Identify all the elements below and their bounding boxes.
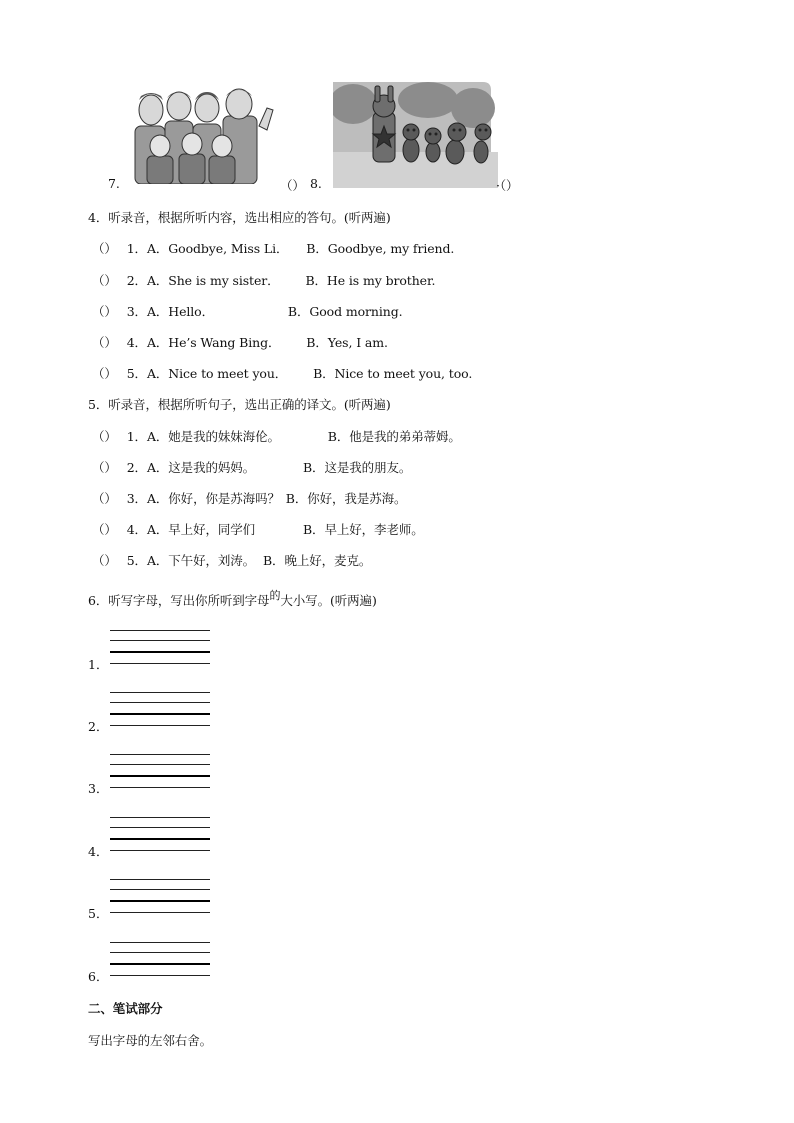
item-8-answer-paren[interactable]: ·（） xyxy=(496,178,519,193)
part-2-heading: 二、笔试部分 xyxy=(88,1001,163,1016)
option-a: 4．A．He’s Wang Bing． xyxy=(126,335,281,350)
family-photo-illustration xyxy=(127,86,277,184)
answer-paren[interactable]: （） xyxy=(92,366,117,381)
writing-lines-3[interactable] xyxy=(110,754,210,790)
option-b: B．Yes, I am. xyxy=(306,335,388,350)
title-superscript: 的 xyxy=(269,589,281,602)
writing-line-number: 6． xyxy=(88,969,109,984)
s4-row-2 xyxy=(92,271,435,289)
option-a: 2．A．She is my sister． xyxy=(126,273,280,288)
option-a: 2．A．这是我的妈妈。 xyxy=(126,460,256,475)
writing-lines-1[interactable] xyxy=(110,630,210,666)
item-8-number: 8. xyxy=(310,176,322,191)
s4-row-4 xyxy=(92,333,388,351)
answer-paren[interactable]: （） xyxy=(92,241,117,256)
option-a: 5．A．下午好，刘涛。 xyxy=(126,553,256,568)
option-b: B．早上好，李老师。 xyxy=(302,522,424,537)
part-2-instruction: 写出字母的左邻右舍。 xyxy=(88,1033,213,1048)
s4-row-5 xyxy=(92,364,472,382)
writing-line-number: 2． xyxy=(88,719,109,734)
answer-paren[interactable]: （） xyxy=(92,304,117,319)
option-b: B．He is my brother. xyxy=(305,273,436,288)
answer-paren[interactable]: （） xyxy=(92,335,117,350)
s5-row-5 xyxy=(92,551,371,569)
option-b: B．你好，我是苏海。 xyxy=(285,491,407,506)
writing-lines-6[interactable] xyxy=(110,942,210,978)
option-a: 4．A．早上好，同学们 xyxy=(126,522,256,537)
answer-paren[interactable]: （） xyxy=(92,273,117,288)
s4-row-1 xyxy=(92,239,454,257)
option-a: 3．A．Hello． xyxy=(126,304,214,319)
section-6-title: 6．听写字母，写出你所听到字母的大小写。(听两遍) xyxy=(88,589,377,608)
option-b: B．Good morning. xyxy=(287,304,403,319)
option-a: 1．A．Goodbye, Miss Li． xyxy=(126,241,289,256)
option-b: B．Goodbye, my friend. xyxy=(306,241,455,256)
s5-row-4 xyxy=(92,520,424,538)
item-7-number: 7. xyxy=(108,176,120,191)
s5-row-3 xyxy=(92,489,406,507)
option-b: B．晚上好，麦克。 xyxy=(262,553,372,568)
answer-paren[interactable]: （） xyxy=(92,429,117,444)
s5-row-1 xyxy=(92,427,461,445)
writing-line-number: 3． xyxy=(88,781,109,796)
option-b: B．他是我的弟弟蒂姆。 xyxy=(327,429,461,444)
writing-line-number: 4． xyxy=(88,844,109,859)
s5-row-2 xyxy=(92,458,411,476)
writing-lines-2[interactable] xyxy=(110,692,210,728)
writing-line-number: 5． xyxy=(88,906,109,921)
section-4-title: 4．听录音，根据所听内容，选出相应的答句。(听两遍) xyxy=(88,210,391,225)
item-7-answer-paren[interactable]: （） xyxy=(280,178,305,193)
section-5-title: 5．听录音，根据所听句子，选出正确的译文。(听两遍) xyxy=(88,397,391,412)
answer-paren[interactable]: （） xyxy=(92,553,117,568)
answer-paren[interactable]: （） xyxy=(92,522,117,537)
animals-illustration xyxy=(333,82,498,188)
option-a: 3．A．你好，你是苏海吗？ xyxy=(126,491,280,506)
s4-row-3 xyxy=(92,302,403,320)
option-a: 5．A．Nice to meet you． xyxy=(126,366,288,381)
writing-lines-4[interactable] xyxy=(110,817,210,853)
answer-paren[interactable]: （） xyxy=(92,460,117,475)
answer-paren[interactable]: （） xyxy=(92,491,117,506)
option-b: B．这是我的朋友。 xyxy=(302,460,412,475)
writing-line-number: 1． xyxy=(88,657,109,672)
writing-lines-5[interactable] xyxy=(110,879,210,915)
option-a: 1．A．她是我的妹妹海伦。 xyxy=(126,429,280,444)
option-b: B．Nice to meet you, too. xyxy=(313,366,473,381)
